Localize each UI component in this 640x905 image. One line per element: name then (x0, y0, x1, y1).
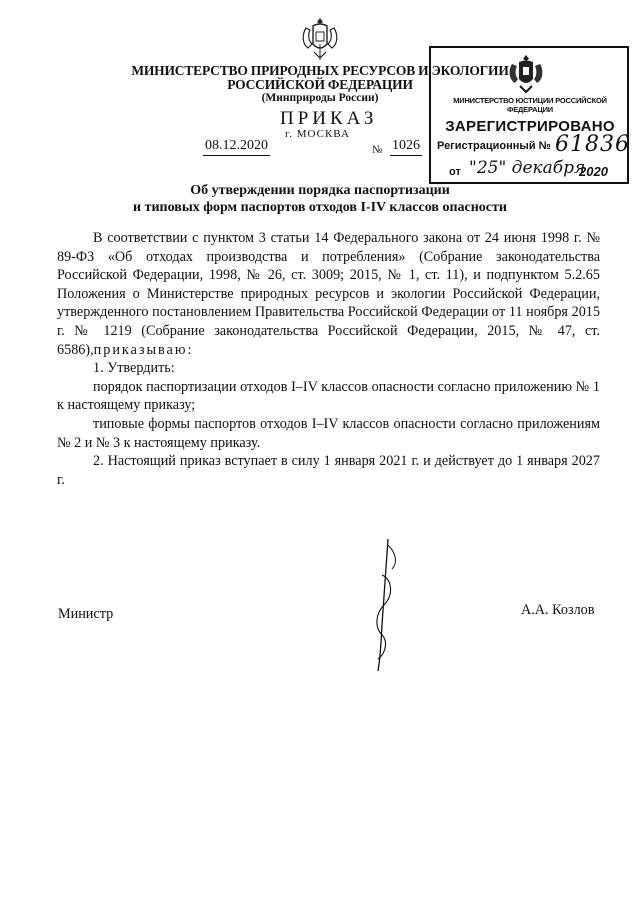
preamble-paragraph (57, 229, 600, 359)
order-subject (110, 182, 530, 216)
stamp-reg-label: Регистрационный № (437, 140, 551, 152)
clause-1-item-1: порядок паспортизации отходов I–IV классов опасности согласно приложению № 1 к настоящему приказу; (57, 378, 600, 414)
coat-of-arms-icon (298, 14, 342, 64)
ministry-short-name: (Минприроды России) (261, 92, 379, 104)
subject-line1: Об утверждении порядка паспортизации (190, 183, 450, 198)
document-type: ПРИКАЗ (280, 108, 378, 129)
signatory-title: Министр (58, 606, 114, 622)
clause-1-item-2: типовые формы паспортов отходов I–IV классов опасности согласно приложениям № 2 и № 3 к настоящему приказу. (57, 415, 600, 451)
stamp-from-label: от (449, 166, 461, 178)
stamp-reg-year: 2020 (579, 164, 608, 179)
number-sign: № (372, 144, 383, 156)
preamble-text: В соответствии с пунктом 3 статьи 14 Федерального закона от 24 июня 1998 г. № 89-ФЗ «Об отходах производства и потребления» (Собрание законодательства Российской Федерации, 1998, № 26, ст. 3009; 2015, № 1, ст. 11), и подпунктом 5.2.65 Положения о Министерстве природных ресурсов и экологии Российской Федерации, утвержденного постановлением Правительства Российской Федерации от 11 ноября 2015 г. № 1219 (Собрание законодательства Российской Федерации, 2015, № 47, ст. 6586), (57, 230, 600, 358)
ministry-line1: МИНИСТЕРСТВО ПРИРОДНЫХ РЕСУРСОВ И ЭКОЛОГИИ (131, 63, 509, 78)
stamp-emblem-icon (506, 52, 546, 98)
handwritten-signature (358, 535, 402, 675)
stamp-registered: ЗАРЕГИСТРИРОВАНО (445, 118, 615, 135)
order-body (57, 229, 600, 489)
stamp-reg-date: "25" декабря (469, 158, 586, 178)
ministry-line2: РОССИЙСКОЙ ФЕДЕРАЦИИ (227, 77, 413, 92)
order-date: 08.12.2020 (203, 138, 270, 156)
signatory-name: А.А. Козлов (521, 602, 595, 618)
stamp-ministry: МИНИСТЕРСТВО ЮСТИЦИИ РОССИЙСКОЙ ФЕДЕРАЦИИ (453, 96, 607, 114)
clause-1: 1. Утвердить: (93, 360, 175, 377)
clause-2: 2. Настоящий приказ вступает в силу 1 января 2021 г. и действует до 1 января 2027 г. (57, 453, 600, 488)
city: г. МОСКВА (285, 128, 350, 140)
order-word: приказываю: (93, 341, 194, 358)
subject-line2: и типовых форм паспортов отходов I-IV классов опасности (133, 200, 507, 215)
order-number: 1026 (390, 138, 422, 156)
stamp-reg-number: 61836 (555, 132, 630, 157)
